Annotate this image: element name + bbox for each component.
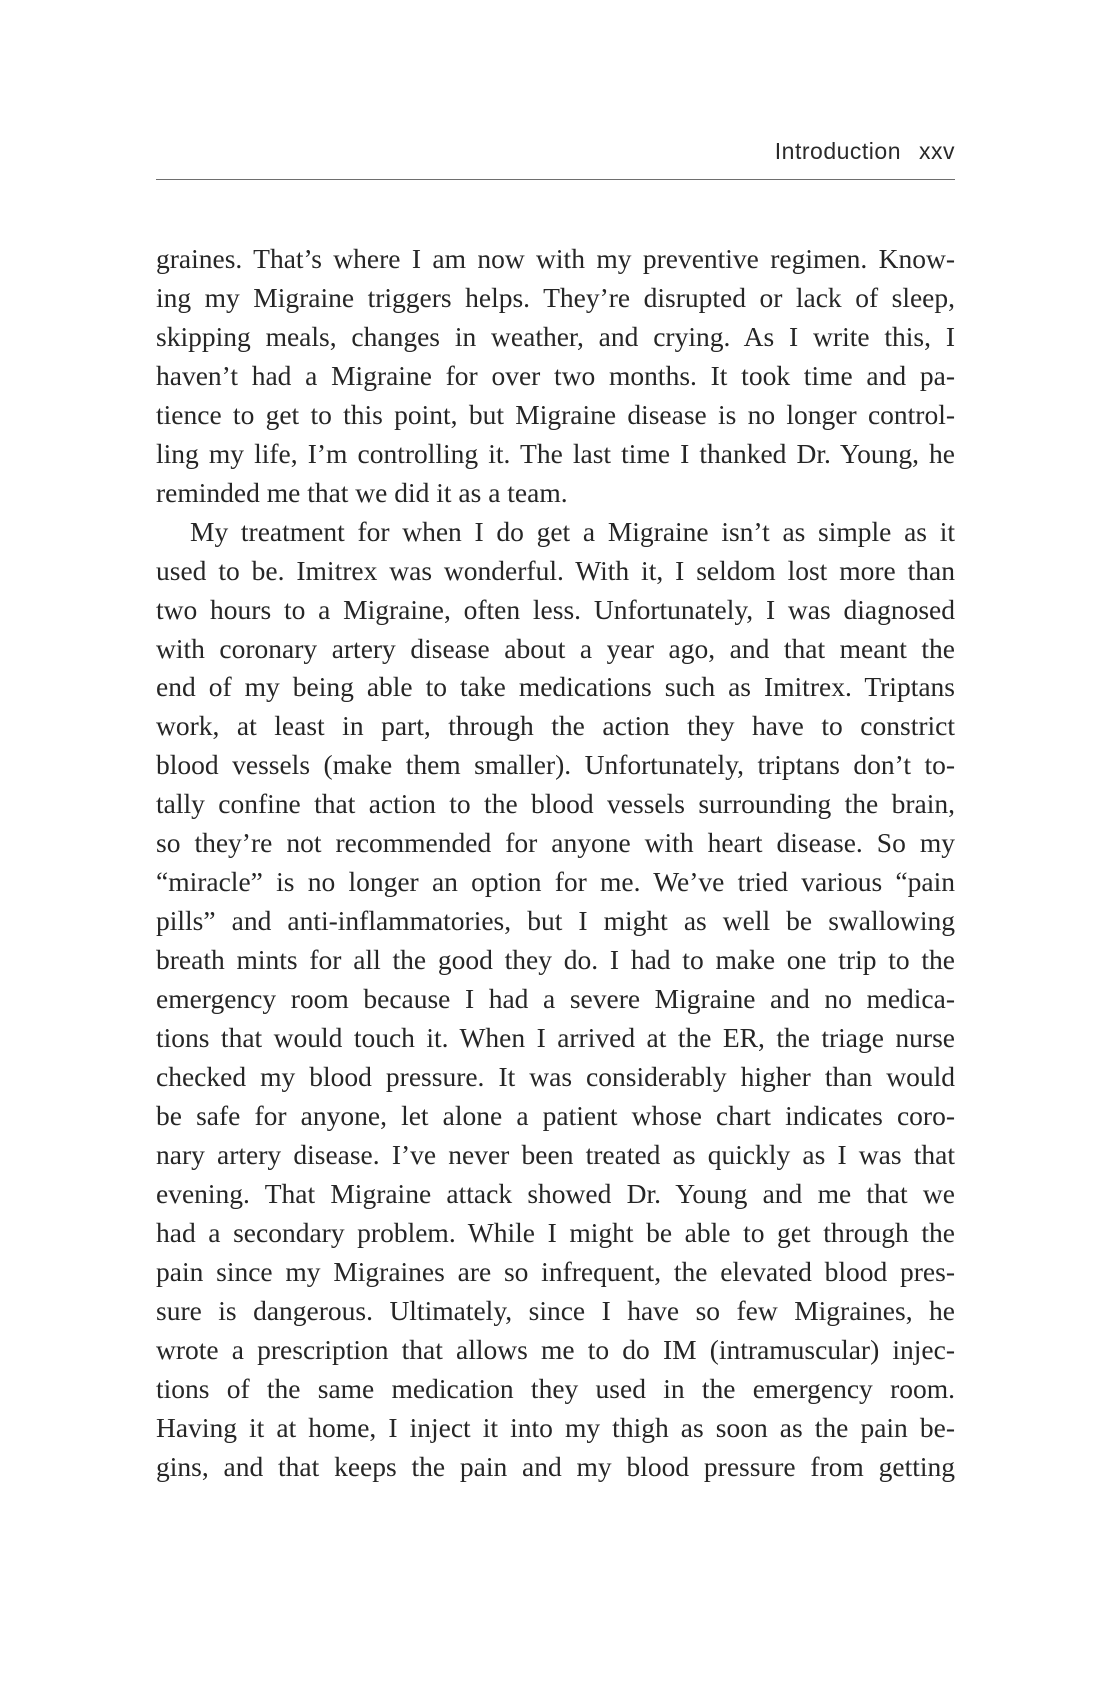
text-line: wrote a prescription that allows me to do IM (intramuscular) injec-: [156, 1333, 955, 1365]
text-line: with coronary artery disease about a year ago, and that meant the: [156, 632, 955, 664]
text-line: tience to get to this point, but Migraine disease is no longer control-: [156, 398, 955, 430]
text-line: nary artery disease. I’ve never been treated as quickly as I was that: [156, 1138, 955, 1170]
text-line: haven’t had a Migraine for over two months. It took time and pa-: [156, 359, 955, 391]
text-line: ing my Migraine triggers helps. They’re disrupted or lack of sleep,: [156, 281, 955, 313]
text-line: be safe for anyone, let alone a patient whose chart indicates coro-: [156, 1099, 955, 1131]
text-line: emergency room because I had a severe Migraine and no medica-: [156, 983, 955, 1015]
header-rule: [156, 179, 955, 180]
text-line: evening. That Migraine attack showed Dr. Young and me that we: [156, 1177, 955, 1209]
text-line: Having it at home, I inject it into my thigh as soon as the pain be-: [156, 1411, 955, 1443]
text-line: skipping meals, changes in weather, and crying. As I write this, I: [156, 320, 955, 352]
text-line: two hours to a Migraine, often less. Unfortunately, I was diagnosed: [156, 593, 955, 625]
text-line: checked my blood pressure. It was considerably higher than would: [156, 1061, 955, 1093]
text-line: tions of the same medication they used in the emergency room.: [156, 1372, 955, 1404]
text-line: breath mints for all the good they do. I had to make one trip to the: [156, 944, 955, 976]
running-head-section: Introduction: [774, 138, 901, 164]
text-line: blood vessels (make them smaller). Unfortunately, triptans don’t to-: [156, 749, 955, 781]
text-line: graines. That’s where I am now with my preventive regimen. Know-: [156, 243, 955, 274]
page-number: xxv: [919, 138, 955, 164]
text-line: work, at least in part, through the action they have to constrict: [156, 710, 955, 742]
text-line: tally confine that action to the blood vessels surrounding the brain,: [156, 788, 955, 820]
text-line: had a secondary problem. While I might be able to get through the: [156, 1216, 955, 1248]
text-line: end of my being able to take medications such as Imitrex. Triptans: [156, 671, 955, 703]
text-line: pain since my Migraines are so infrequent, the elevated blood pres-: [156, 1255, 955, 1287]
text-line: ling my life, I’m controlling it. The last time I thanked Dr. Young, he: [156, 437, 955, 469]
text-line: tions that would touch it. When I arrived at the ER, the triage nurse: [156, 1022, 955, 1054]
text-line: My treatment for when I do get a Migraine isn’t as simple as it: [190, 515, 955, 547]
running-head: [156, 138, 955, 180]
body-text: [156, 240, 955, 1487]
text-line: reminded me that we did it as a team.: [156, 476, 568, 508]
text-line: used to be. Imitrex was wonderful. With it, I seldom lost more than: [156, 554, 955, 586]
text-line: pills” and anti-inflammatories, but I might as well be swallowing: [156, 905, 955, 937]
paragraph-1: [156, 240, 955, 513]
text-line: sure is dangerous. Ultimately, since I have so few Migraines, he: [156, 1294, 955, 1326]
text-line: so they’re not recommended for anyone with heart disease. So my: [156, 827, 955, 859]
paragraph-2: [156, 513, 955, 1487]
text-line: gins, and that keeps the pain and my blood pressure from getting: [156, 1450, 955, 1482]
text-line: “miracle” is no longer an option for me. We’ve tried various “pain: [156, 866, 955, 898]
